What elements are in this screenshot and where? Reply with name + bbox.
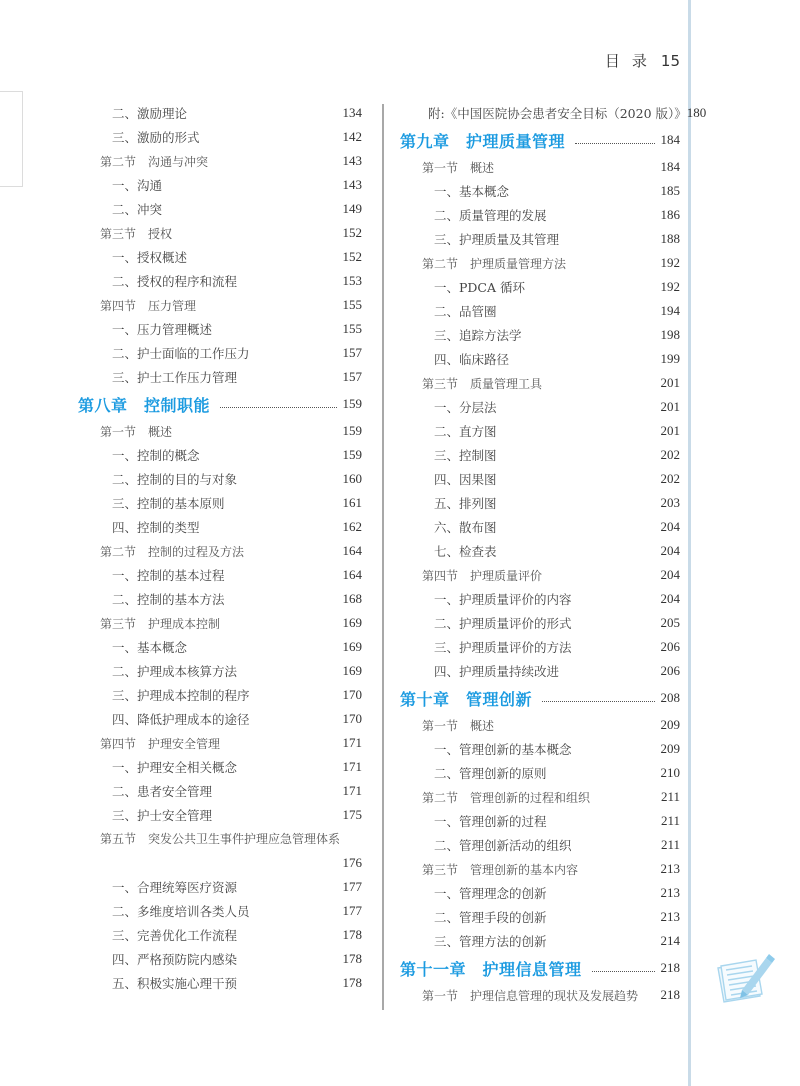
toc-entry-page-number: 204: [660, 519, 680, 534]
toc-entry-page-number: 210: [660, 765, 680, 780]
toc-entry-page-number: 164: [342, 567, 362, 582]
toc-entry-label: 一、合理统筹医疗资源: [112, 880, 238, 895]
toc-entry-page-number: 178: [342, 927, 362, 942]
toc-item-entry[interactable]: [78, 755, 362, 779]
toc-entry-label: 二、授权的程序和流程: [112, 274, 238, 289]
toc-entry-page-number: 171: [342, 783, 362, 798]
toc-item-entry[interactable]: [78, 779, 362, 803]
toc-entry-label: 二、护士面临的工作压力: [112, 346, 250, 361]
toc-entry-page-number: 214: [660, 933, 680, 948]
toc-entry-label: 一、授权概述: [112, 250, 188, 265]
toc-entry-page-number: 194: [660, 303, 680, 318]
toc-entry-label: 第十章 管理创新: [400, 689, 533, 709]
toc-entry-page-number: 209: [660, 717, 680, 732]
toc-entry-page-number: 201: [660, 423, 680, 438]
toc-entry-page-number: 168: [342, 591, 362, 606]
toc-entry-label: 二、管理创新的原则: [434, 766, 547, 781]
toc-section-entry[interactable]: [78, 611, 362, 635]
toc-entry-label: 第十一章 护理信息管理: [400, 959, 582, 979]
toc-entry-label: 二、冲突: [112, 202, 163, 217]
toc-item-entry[interactable]: [400, 395, 680, 419]
toc-entry-page-number: 205: [660, 615, 680, 630]
toc-entry-label: 二、管理手段的创新: [434, 910, 547, 925]
toc-entry-page-number: 176: [342, 855, 362, 870]
toc-section-entry[interactable]: [78, 221, 362, 245]
toc-item-entry[interactable]: [400, 443, 680, 467]
toc-entry-label: 第四节 护理质量评价: [422, 568, 543, 583]
toc-entry-label: 附:《中国医院协会患者安全目标（2020 版）》: [428, 106, 687, 121]
toc-item-entry[interactable]: [400, 539, 680, 563]
toc-entry-page-number: 170: [342, 711, 362, 726]
toc-section-entry[interactable]: [400, 563, 680, 587]
toc-entry-label: 第二节 控制的过程及方法: [100, 544, 245, 559]
toc-item-entry[interactable]: [78, 923, 362, 947]
toc-entry-page-number: 184: [660, 132, 680, 147]
toc-item-entry[interactable]: [78, 683, 362, 707]
toc-entry-label: 二、质量管理的发展: [434, 208, 547, 223]
toc-entry-label: 五、积极实施心理干预: [112, 976, 238, 991]
toc-item-entry[interactable]: [78, 365, 362, 389]
toc-section-entry[interactable]: [400, 713, 680, 737]
toc-item-entry[interactable]: [400, 929, 680, 953]
toc-entry-label: 四、临床路径: [434, 352, 510, 367]
toc-entry-label: 四、护理质量持续改进: [434, 664, 560, 679]
toc-entry-page-number: 153: [342, 273, 362, 288]
page-edge-bar: [688, 0, 691, 1086]
toc-entry-label: 四、降低护理成本的途径: [112, 712, 250, 727]
toc-entry-label: 第三节 授权: [100, 226, 173, 241]
toc-item-entry[interactable]: [78, 173, 362, 197]
toc-item-entry[interactable]: [400, 323, 680, 347]
toc-section-entry[interactable]: [400, 251, 680, 275]
toc-entry-label: 第八章 控制职能: [78, 395, 211, 415]
toc-entry-page-number: 152: [342, 225, 362, 240]
toc-entry-label: 一、基本概念: [434, 184, 510, 199]
toc-item-entry[interactable]: [400, 587, 680, 611]
toc-section-entry[interactable]: [78, 827, 362, 875]
toc-entry-page-number: 208: [660, 690, 680, 705]
toc-entry-label: 三、护理质量及其管理: [434, 232, 560, 247]
toc-section-entry[interactable]: [78, 419, 362, 443]
toc-entry-page-number: 152: [342, 249, 362, 264]
toc-entry-label: 一、控制的基本过程: [112, 568, 225, 583]
toc-entry-page-number: 206: [660, 639, 680, 654]
toc-entry-page-number: 186: [660, 207, 680, 222]
toc-entry-page-number: 170: [342, 687, 362, 702]
toc-entry-label: 一、护理安全相关概念: [112, 760, 238, 775]
toc-entry-page-number: 155: [342, 321, 362, 336]
toc-section-entry[interactable]: [400, 155, 680, 179]
toc-item-entry[interactable]: [78, 101, 362, 125]
toc-entry-label: 一、管理理念的创新: [434, 886, 547, 901]
toc-entry-page-number: 178: [342, 975, 362, 990]
toc-entry-label: 二、护理质量评价的形式: [434, 616, 572, 631]
header-title-char-1: 目: [604, 52, 620, 70]
toc-item-entry[interactable]: [78, 899, 362, 923]
toc-entry-page-number: 169: [342, 639, 362, 654]
toc-entry-label: 第三节 管理创新的基本内容: [422, 862, 579, 877]
toc-item-entry[interactable]: [400, 737, 680, 761]
running-header: [605, 50, 680, 71]
toc-entry-label: 第一节 概述: [422, 160, 495, 175]
toc-entry-page-number: 192: [660, 255, 680, 270]
toc-item-entry[interactable]: [400, 275, 680, 299]
toc-entry-page-number: 201: [660, 399, 680, 414]
toc-entry-label: 第四节 护理安全管理: [100, 736, 221, 751]
toc-item-entry[interactable]: [400, 179, 680, 203]
toc-item-entry[interactable]: [400, 491, 680, 515]
toc-entry-label: 三、管理方法的创新: [434, 934, 547, 949]
toc-entry-page-number: 202: [660, 447, 680, 462]
toc-entry-page-number: 204: [660, 567, 680, 582]
toc-entry-label: 第一节 概述: [422, 718, 495, 733]
toc-entry-page-number: 184: [660, 159, 680, 174]
toc-entry-label: 一、基本概念: [112, 640, 188, 655]
toc-item-entry[interactable]: [400, 761, 680, 785]
toc-entry-page-number: 206: [660, 663, 680, 678]
toc-entry-label: 二、多维度培训各类人员: [112, 904, 250, 919]
toc-entry-page-number: 159: [342, 447, 362, 462]
toc-entry-label: 一、管理创新的基本概念: [434, 742, 572, 757]
toc-entry-page-number: 202: [660, 471, 680, 486]
toc-entry-page-number: 211: [660, 789, 680, 804]
toc-item-entry[interactable]: [78, 515, 362, 539]
toc-item-entry[interactable]: [78, 875, 362, 899]
toc-entry-label: 二、控制的目的与对象: [112, 472, 238, 487]
toc-entry-label: 四、控制的类型: [112, 520, 200, 535]
dot-leader: [542, 701, 654, 702]
toc-entry-label: 三、护理质量评价的方法: [434, 640, 572, 655]
toc-entry-label: 第二节 沟通与冲突: [100, 154, 209, 169]
toc-entry-page-number: 188: [660, 231, 680, 246]
toc-entry-page-number: 171: [342, 735, 362, 750]
toc-entry-page-number: 185: [660, 183, 680, 198]
toc-entry-label: 一、护理质量评价的内容: [434, 592, 572, 607]
toc-entry-page-number: 159: [342, 396, 362, 411]
toc-item-entry[interactable]: [400, 227, 680, 251]
toc-entry-label: 六、散布图: [434, 520, 497, 535]
toc-entry-label: 第二节 护理质量管理方法: [422, 256, 567, 271]
toc-chapter-entry[interactable]: [78, 390, 362, 418]
toc-entry-label: 二、患者安全管理: [112, 784, 213, 799]
toc-entry-page-number: 180: [686, 105, 707, 120]
toc-item-entry[interactable]: [78, 467, 362, 491]
toc-entry-page-number: 169: [342, 615, 362, 630]
toc-entry-label: 一、控制的概念: [112, 448, 200, 463]
toc-entry-page-number: 213: [660, 909, 680, 924]
toc-section-entry[interactable]: [78, 539, 362, 563]
toc-entry-label: 七、检查表: [434, 544, 497, 559]
toc-item-entry[interactable]: [400, 881, 680, 905]
toc-entry-page-number: 198: [660, 327, 680, 342]
toc-entry-page-number: 160: [342, 471, 362, 486]
toc-entry-page-number: 157: [342, 345, 362, 360]
toc-entry-label: 第三节 质量管理工具: [422, 376, 543, 391]
toc-item-entry[interactable]: [78, 245, 362, 269]
toc-item-entry[interactable]: [78, 125, 362, 149]
toc-entry-label: 一、管理创新的过程: [434, 814, 547, 829]
toc-entry-label: 一、沟通: [112, 178, 163, 193]
toc-item-entry[interactable]: [400, 635, 680, 659]
dot-leader: [592, 971, 655, 972]
toc-item-entry[interactable]: [78, 197, 362, 221]
toc-item-entry[interactable]: [78, 971, 362, 995]
toc-entry-page-number: 162: [342, 519, 362, 534]
toc-item-entry[interactable]: [400, 299, 680, 323]
toc-entry-page-number: 213: [660, 885, 680, 900]
toc-entry-page-number: 211: [660, 837, 680, 852]
toc-chapter-entry[interactable]: [400, 684, 680, 712]
toc-entry-label: 第一节 概述: [100, 424, 173, 439]
toc-entry-label: 四、因果图: [434, 472, 497, 487]
toc-entry-label: 三、完善优化工作流程: [112, 928, 238, 943]
toc-entry-page-number: 204: [660, 591, 680, 606]
dot-leader: [220, 407, 336, 408]
toc-left-column: [78, 101, 362, 995]
toc-entry-page-number: 169: [342, 663, 362, 678]
toc-section-entry[interactable]: [78, 731, 362, 755]
toc-entry-label: 第三节 护理成本控制: [100, 616, 221, 631]
toc-item-entry[interactable]: [400, 659, 680, 683]
toc-entry-label: 三、护理成本控制的程序: [112, 688, 250, 703]
toc-chapter-entry[interactable]: [400, 126, 680, 154]
notebook-pencil-icon: [714, 950, 776, 1005]
toc-entry-page-number: 209: [660, 741, 680, 756]
toc-item-entry[interactable]: [400, 203, 680, 227]
toc-entry-page-number: 218: [660, 960, 680, 975]
toc-item-entry[interactable]: [78, 803, 362, 827]
toc-item-entry[interactable]: [78, 635, 362, 659]
toc-entry-page-number: 177: [342, 903, 362, 918]
toc-entry-page-number: 199: [660, 351, 680, 366]
toc-entry-page-number: 157: [342, 369, 362, 384]
toc-item-entry[interactable]: [400, 905, 680, 929]
page-number: 15: [660, 52, 680, 70]
toc-entry-label: 二、品管圈: [434, 304, 497, 319]
toc-right-column: [400, 101, 707, 1007]
toc-entry-page-number: 178: [342, 951, 362, 966]
toc-item-entry[interactable]: [400, 515, 680, 539]
toc-entry-label: 二、管理创新活动的组织: [434, 838, 572, 853]
toc-item-entry[interactable]: [78, 269, 362, 293]
toc-entry-label: 二、护理成本核算方法: [112, 664, 238, 679]
toc-entry-label: 一、分层法: [434, 400, 497, 415]
column-divider: [382, 104, 384, 1010]
toc-item-entry[interactable]: [400, 611, 680, 635]
toc-entry-page-number: 218: [660, 987, 680, 1002]
toc-section-entry[interactable]: [400, 785, 680, 809]
toc-item-entry[interactable]: [400, 809, 680, 833]
toc-entry-label: 第九章 护理质量管理: [400, 131, 566, 151]
toc-entry-page-number: 155: [342, 297, 362, 312]
toc-entry-label: 第一节 护理信息管理的现状及发展趋势: [422, 988, 639, 1003]
toc-section-entry[interactable]: [78, 293, 362, 317]
toc-entry-page-number: 213: [660, 861, 680, 876]
toc-entry-page-number: 204: [660, 543, 680, 558]
toc-entry-page-number: 161: [342, 495, 362, 510]
toc-entry-page-number: 203: [660, 495, 680, 510]
toc-entry-page-number: 143: [342, 177, 362, 192]
toc-section-entry[interactable]: [400, 857, 680, 881]
toc-entry-label: 三、控制图: [434, 448, 497, 463]
toc-entry-label: 四、严格预防院内感染: [112, 952, 238, 967]
toc-item-entry[interactable]: [78, 659, 362, 683]
toc-appendix-entry[interactable]: [400, 101, 707, 125]
toc-entry-page-number: 142: [342, 129, 362, 144]
toc-entry-page-number: 134: [342, 105, 362, 120]
toc-item-entry[interactable]: [400, 347, 680, 371]
toc-entry-label: 二、控制的基本方法: [112, 592, 225, 607]
page-tab-marker: [0, 91, 23, 187]
toc-entry-page-number: 211: [660, 813, 680, 828]
toc-section-entry[interactable]: [78, 149, 362, 173]
toc-entry-label: 一、压力管理概述: [112, 322, 213, 337]
toc-entry-label: 三、控制的基本原则: [112, 496, 225, 511]
toc-section-entry[interactable]: [400, 983, 680, 1007]
toc-item-entry[interactable]: [400, 833, 680, 857]
toc-entry-label: 五、排列图: [434, 496, 497, 511]
toc-item-entry[interactable]: [78, 317, 362, 341]
toc-entry-label: 第四节 压力管理: [100, 298, 197, 313]
toc-entry-label: 二、直方图: [434, 424, 497, 439]
toc-entry-page-number: 164: [342, 543, 362, 558]
dot-leader: [575, 143, 654, 144]
toc-entry-page-number: 171: [342, 759, 362, 774]
toc-entry-label: 二、激励理论: [112, 106, 188, 121]
toc-item-entry[interactable]: [78, 587, 362, 611]
toc-chapter-entry[interactable]: [400, 954, 680, 982]
toc-entry-page-number: 143: [342, 153, 362, 168]
toc-entry-label: 一、PDCA 循环: [434, 280, 525, 295]
toc-item-entry[interactable]: [78, 563, 362, 587]
toc-item-entry[interactable]: [78, 491, 362, 515]
toc-entry-label: 三、护士安全管理: [112, 808, 213, 823]
toc-item-entry[interactable]: [400, 467, 680, 491]
toc-entry-label: 三、护士工作压力管理: [112, 370, 238, 385]
toc-item-entry[interactable]: [78, 707, 362, 731]
toc-entry-label: 第五节 突发公共卫生事件护理应急管理体系: [100, 832, 341, 846]
toc-item-entry[interactable]: [78, 443, 362, 467]
toc-entry-page-number: 192: [660, 279, 680, 294]
toc-entry-page-number: 177: [342, 879, 362, 894]
toc-entry-page-number: 201: [660, 375, 680, 390]
toc-entry-page-number: 149: [342, 201, 362, 216]
toc-entry-page-number: 159: [342, 423, 362, 438]
toc-entry-page-number: 175: [342, 807, 362, 822]
toc-entry-label: 第二节 管理创新的过程和组织: [422, 790, 591, 805]
toc-entry-label: 三、追踪方法学: [434, 328, 522, 343]
toc-item-entry[interactable]: [78, 947, 362, 971]
toc-item-entry[interactable]: [78, 341, 362, 365]
toc-section-entry[interactable]: [400, 371, 680, 395]
header-title-char-2: 录: [631, 52, 647, 70]
toc-entry-label: 三、激励的形式: [112, 130, 200, 145]
toc-item-entry[interactable]: [400, 419, 680, 443]
